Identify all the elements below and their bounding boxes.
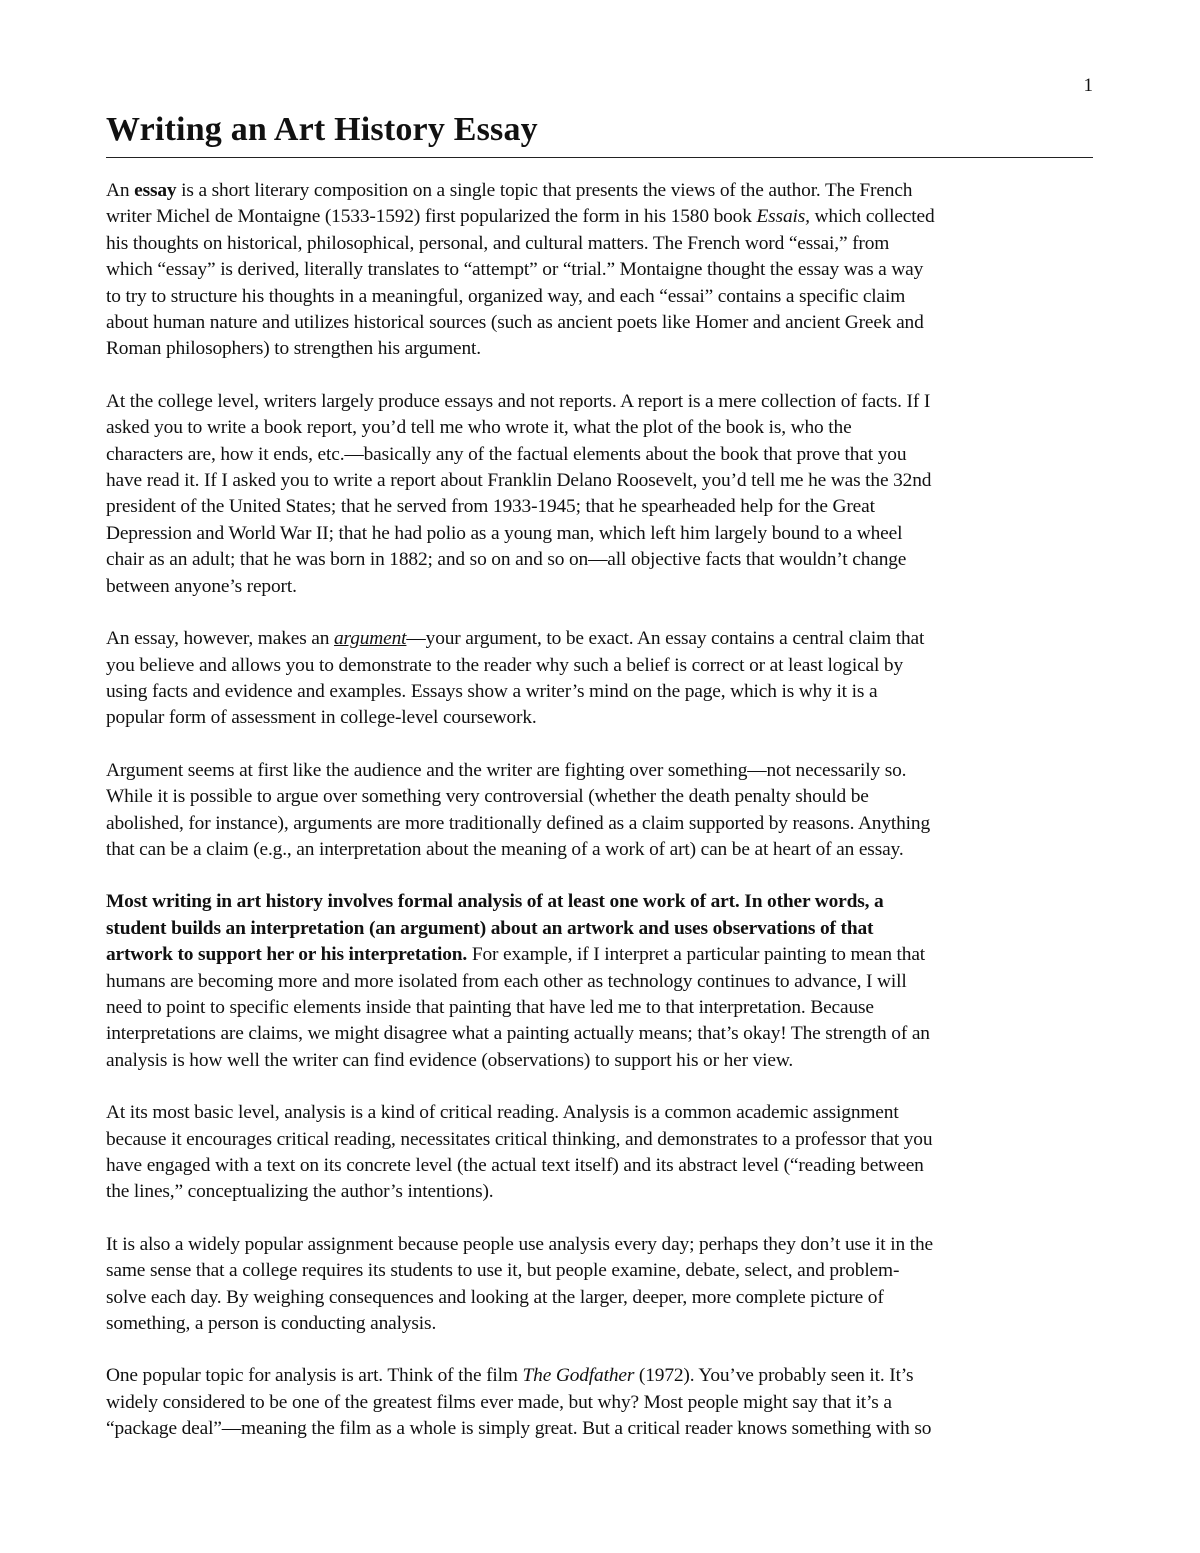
- text-run: At its most basic level, analysis is a kind of critical reading. Analysis is a common academic assignment: [106, 1102, 899, 1124]
- text-line: [106, 995, 1094, 1021]
- text-run: which collected: [809, 206, 935, 228]
- text-run: solve each day. By weighing consequences and looking at the larger, deeper, more complete picture of: [106, 1286, 884, 1308]
- text-line: [106, 626, 1094, 652]
- text-line: [106, 784, 1094, 810]
- text-line: [106, 468, 1094, 494]
- text-line: [106, 705, 1094, 731]
- paragraph-4: [106, 758, 1094, 864]
- text-run: need to point to specific elements inside that painting that have led me to that interpretation. Because: [106, 996, 874, 1018]
- essay-body: [106, 178, 1094, 1469]
- text-line: [106, 1021, 1094, 1047]
- bold-text: artwork to support her or his interpretation.: [106, 944, 468, 966]
- bold-text: student builds an interpretation (an argument) about an artwork and uses observations of that: [106, 917, 874, 939]
- text-line: [106, 204, 1094, 230]
- text-line: [106, 310, 1094, 336]
- text-line: [106, 442, 1094, 468]
- text-run: same sense that a college requires its students to use it, but people examine, debate, select, and problem-: [106, 1260, 900, 1282]
- text-run: Argument seems at first like the audience and the writer are fighting over something—not necessarily so.: [106, 759, 907, 781]
- text-run: characters are, how it ends, etc.—basically any of the factual elements about the book that prove that you: [106, 443, 907, 465]
- title-underline-rule: [106, 157, 1093, 158]
- italic-text: The Godfather: [522, 1365, 635, 1387]
- text-run: interpretations are claims, we might disagree what a painting actually means; that’s okay! The strength of an: [106, 1023, 930, 1045]
- paragraph-5: [106, 889, 1094, 1074]
- emphasized-text: argument: [334, 628, 407, 650]
- text-line: [106, 679, 1094, 705]
- text-run: At the college level, writers largely produce essays and not reports. A report is a mere collection of facts. If I: [106, 390, 931, 412]
- text-run: using facts and evidence and examples. Essays show a writer’s mind on the page, which is why it is a: [106, 680, 878, 702]
- text-run: because it encourages critical reading, necessitates critical thinking, and demonstrates to a professor that you: [106, 1128, 933, 1150]
- text-run: you believe and allows you to demonstrate to the reader why such a belief is correct or at least logical by: [106, 654, 904, 676]
- text-run: to try to structure his thoughts in a meaningful, organized way, and each “essai” contains a specific claim: [106, 285, 906, 307]
- text-run: analysis is how well the writer can find evidence (observations) to support his or her view.: [106, 1049, 794, 1071]
- text-line: [106, 574, 1094, 600]
- text-run: have engaged with a text on its concrete level (the actual text itself) and its abstract level (“reading between: [106, 1155, 924, 1176]
- text-line: [106, 1100, 1094, 1126]
- text-line: [106, 1258, 1094, 1284]
- text-run: have read it. If I asked you to write a report about Franklin Delano Roosevelt, you’d tell me he was the 32nd: [106, 470, 932, 492]
- text-line: [106, 521, 1094, 547]
- text-run: An essay, however, makes an: [106, 628, 334, 650]
- paragraph-8: [106, 1363, 1094, 1442]
- paragraph-7: [106, 1232, 1094, 1338]
- text-line: [106, 547, 1094, 573]
- paragraph-6: [106, 1100, 1094, 1206]
- text-run: asked you to write a book report, you’d tell me who wrote it, what the plot of the book is, who the: [106, 417, 852, 439]
- text-run: Roman philosophers) to strengthen his argument.: [106, 338, 481, 360]
- text-run: popular form of assessment in college-level coursework.: [106, 707, 537, 729]
- text-run: While it is possible to argue over something very controversial (whether the death penalty should be: [106, 786, 869, 808]
- text-line: [106, 969, 1094, 995]
- text-run: It is also a widely popular assignment because people use analysis every day; perhaps they don’t use it in the: [106, 1233, 933, 1255]
- text-run: something, a person is conducting analysis.: [106, 1313, 437, 1335]
- text-line: [106, 1363, 1094, 1389]
- text-run: about human nature and utilizes historical sources (such as ancient poets like Homer and ancient Greek and: [106, 312, 924, 334]
- text-line: [106, 837, 1094, 863]
- text-line: [106, 336, 1094, 362]
- text-line: [106, 415, 1094, 441]
- text-run: his thoughts on historical, philosophical, personal, and cultural matters. The French word “essai,” from: [106, 232, 890, 254]
- italic-text: Essais,: [756, 206, 810, 228]
- text-run: An: [106, 180, 135, 201]
- text-line: [106, 889, 1094, 915]
- text-line: [106, 231, 1094, 257]
- text-run: chair as an adult; that he was born in 1882; and so on and so on—all objective facts that wouldn’t change: [106, 549, 907, 571]
- text-line: [106, 257, 1094, 283]
- text-line: [106, 1232, 1094, 1258]
- text-line: [106, 284, 1094, 310]
- text-run: writer Michel de Montaigne (1533-1592) first popularized the form in his 1580 book: [106, 206, 757, 228]
- text-line: [106, 1153, 1094, 1179]
- text-run: humans are becoming more and more isolated from each other as technology continues to advance, I will: [106, 970, 907, 992]
- text-line: [106, 916, 1094, 942]
- page-number: 1: [1083, 75, 1093, 96]
- text-run: widely considered to be one of the greatest films ever made, but why? Most people might say that it’s a: [106, 1391, 892, 1413]
- text-line: [106, 653, 1094, 679]
- text-run: that can be a claim (e.g., an interpretation about the meaning of a work of art) can be at heart of an essay.: [106, 838, 904, 860]
- text-run: is a short literary composition on a single topic that presents the views of the author. The French: [176, 180, 913, 201]
- text-run: For example, if I interpret a particular painting to mean that: [467, 944, 926, 966]
- paragraph-2: [106, 389, 1094, 600]
- text-line: [106, 811, 1094, 837]
- text-run: which “essay” is derived, literally translates to “attempt” or “trial.” Montaigne thought the essay was a way: [106, 259, 924, 281]
- text-line: [106, 178, 1094, 204]
- text-run: the lines,” conceptualizing the author’s intentions).: [106, 1181, 494, 1203]
- text-run: —your argument, to be exact. An essay contains a central claim that: [406, 628, 925, 650]
- text-run: “package deal”—meaning the film as a whole is simply great. But a critical reader knows something with so: [106, 1418, 932, 1440]
- text-run: between anyone’s report.: [106, 575, 297, 597]
- text-line: [106, 1127, 1094, 1153]
- text-line: [106, 1390, 1094, 1416]
- text-line: [106, 1416, 1094, 1442]
- text-line: [106, 1285, 1094, 1311]
- text-line: [106, 1179, 1094, 1205]
- text-run: (1972). You’ve probably seen it. It’s: [634, 1365, 914, 1387]
- text-run: One popular topic for analysis is art. Think of the film: [106, 1365, 523, 1387]
- text-run: president of the United States; that he served from 1933-1945; that he spearheaded help for the Great: [106, 496, 875, 518]
- text-line: [106, 942, 1094, 968]
- document-title: Writing an Art History Essay: [106, 111, 538, 148]
- text-line: [106, 494, 1094, 520]
- text-line: [106, 389, 1094, 415]
- text-line: [106, 1048, 1094, 1074]
- text-line: [106, 758, 1094, 784]
- paragraph-3: [106, 626, 1094, 732]
- text-run: abolished, for instance), arguments are more traditionally defined as a claim supported by reasons. Anything: [106, 812, 931, 834]
- text-run: Depression and World War II; that he had polio as a young man, which left him largely bound to a wheel: [106, 522, 903, 544]
- text-line: [106, 1311, 1094, 1337]
- bold-text: Most writing in art history involves formal analysis of at least one work of art. In other words, a: [106, 891, 884, 913]
- bold-text: essay: [134, 180, 177, 201]
- paragraph-1: [106, 178, 1094, 363]
